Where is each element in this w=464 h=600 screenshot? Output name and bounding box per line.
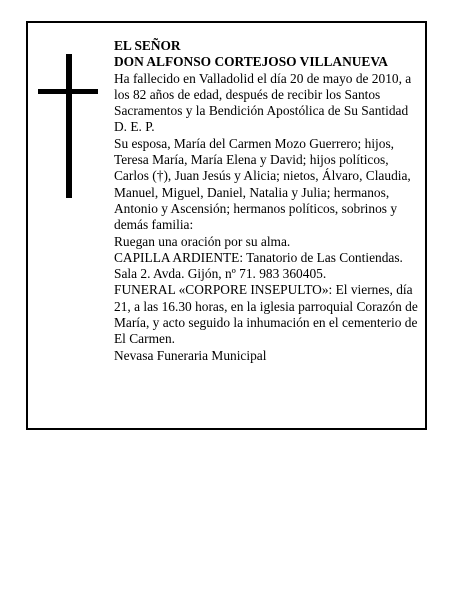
deceased-name: DON ALFONSO CORTEJOSO VILLANUEVA [114, 54, 388, 70]
funeral-home: Nevasa Funeraria Municipal [114, 347, 267, 363]
prayer-request: Ruegan una oración por su alma. [114, 233, 291, 249]
notice-heading: EL SEÑOR [114, 38, 181, 53]
latin-cross-icon [38, 54, 98, 198]
chapel-info: CAPILLA ARDIENTE: Tanatorio de Las Contiendas. Sala 2. Avda. Gijón, nº 71. 983 360405. [114, 249, 403, 282]
cross-horizontal-bar [38, 89, 98, 94]
cross-vertical-bar [66, 54, 72, 198]
obituary-text [114, 38, 424, 364]
funeral-info: FUNERAL «CORPORE INSEPULTO»: El viernes, día 21, a las 16.30 horas, en la iglesia parroquial Corazón de María, y acto seguido la inhumación en el cementerio de El Carmen. [114, 282, 418, 347]
death-announcement: Ha fallecido en Valladolid el día 20 de mayo de 2010, a los 82 años de edad, después de recibir los Santos Sacramentos y la Bendición Apostólica de Su Santidad D. E. P. [114, 70, 412, 135]
family-list: Su esposa, María del Carmen Mozo Guerrero; hijos, Teresa María, María Elena y David; hijos políticos, Carlos (†), Juan Jesús y Alicia; nietos, Álvaro, Claudia, Manuel, Miguel, Daniel, Natalia y Julia; hermanos, Antonio y Ascensión; hermanos políticos, sobrinos y demás familia: [114, 135, 411, 233]
